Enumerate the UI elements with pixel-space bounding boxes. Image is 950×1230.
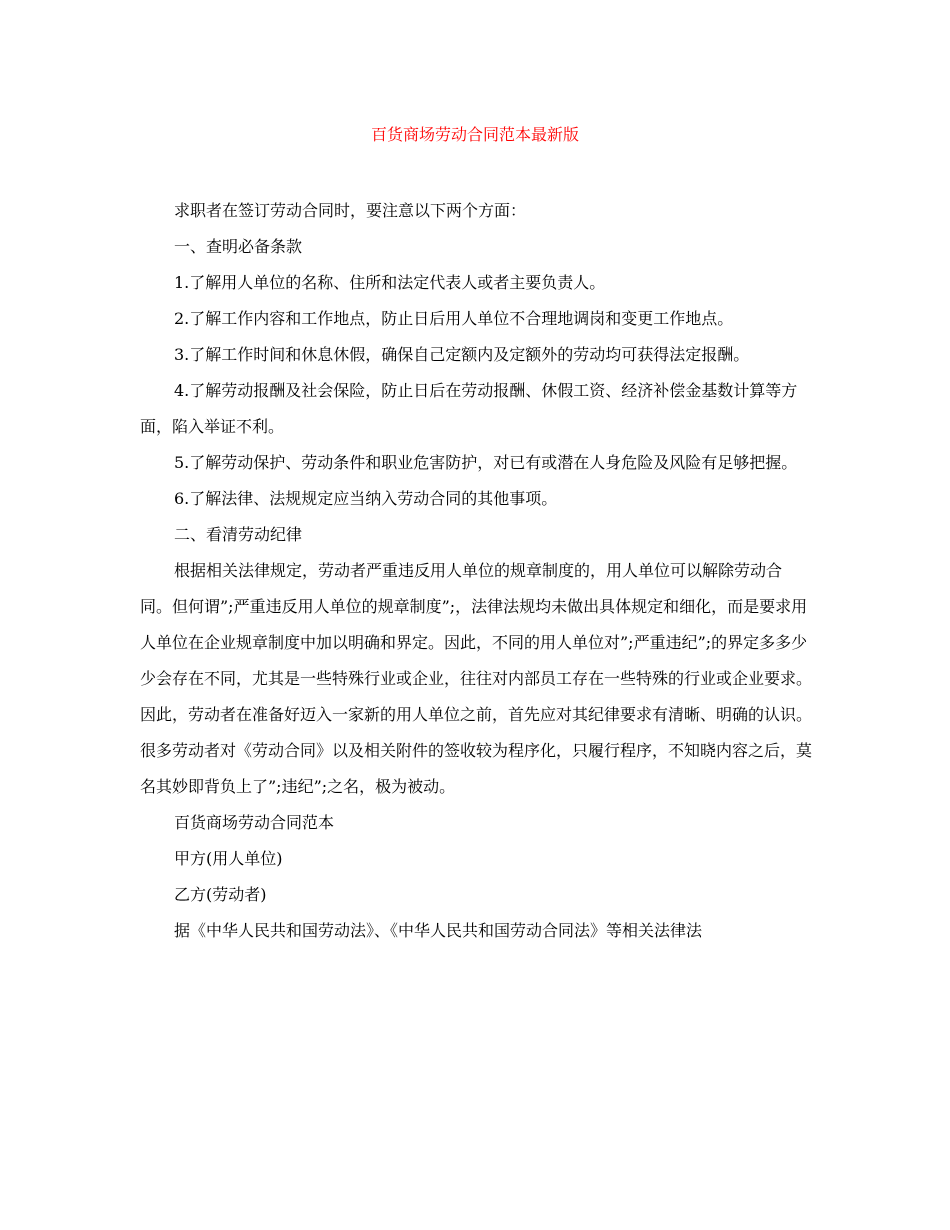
list-item-6: 6.了解法律、法规规定应当纳入劳动合同的其他事项。 xyxy=(174,489,558,508)
list-item-1: 1.了解用人单位的名称、住所和法定代表人或者主要负责人。 xyxy=(174,273,606,292)
list-item-2: 2.了解工作内容和工作地点，防止日后用人单位不合理地调岗和变更工作地点。 xyxy=(174,309,734,328)
document-title: 百货商场劳动合同范本最新版 xyxy=(370,125,579,144)
party-b-line: 乙方(劳动者) xyxy=(174,885,267,904)
paragraph-discipline: 根据相关法律规定，劳动者严重违反用人单位的规章制度的，用人单位可以解除劳动合同。但何谓”;严重违反用人单位的规章制度”;，法律法规均未做出具体规定和细化，而是要求用人单位在企业规章制度中加以明确和界定。因此，不同的用人单位对”;严重违纪”;的界定多多少少会存在不同，尤其是一些特殊行业或企业，往往对内部员工存在一些特殊的行业或企业要求。因此，劳动者在准备好迈入一家新的用人单位之前，首先应对其纪律要求有清晰、明确的认识。很多劳动者对《劳动合同》以及相关附件的签收较为程序化，只履行程序，不知晓内容之后，莫名其妙即背负上了”;违纪”;之名，极为被动。 xyxy=(140,561,813,796)
section-heading-1: 一、查明必备条款 xyxy=(174,237,303,256)
list-item-3: 3.了解工作时间和休息休假，确保自己定额内及定额外的劳动均可获得法定报酬。 xyxy=(174,345,750,364)
list-item-5: 5.了解劳动保护、劳动条件和职业危害防护，对已有或潜在人身危险及风险有足够把握。 xyxy=(174,453,798,472)
list-item-4: 4.了解劳动报酬及社会保险，防止日后在劳动报酬、休假工资、经济补偿金基数计算等方面，陷入举证不利。 xyxy=(140,381,798,436)
party-a-line: 甲方(用人单位) xyxy=(174,849,283,868)
paragraph-legal-basis: 据《中华人民共和国劳动法》、《中华人民共和国劳动合同法》等相关法律法 xyxy=(174,921,703,940)
document-body xyxy=(140,193,812,949)
section-heading-2: 二、看清劳动纪律 xyxy=(174,525,303,544)
contract-heading: 百货商场劳动合同范本 xyxy=(174,813,335,832)
paragraph-intro: 求职者在签订劳动合同时，要注意以下两个方面： xyxy=(174,201,527,220)
